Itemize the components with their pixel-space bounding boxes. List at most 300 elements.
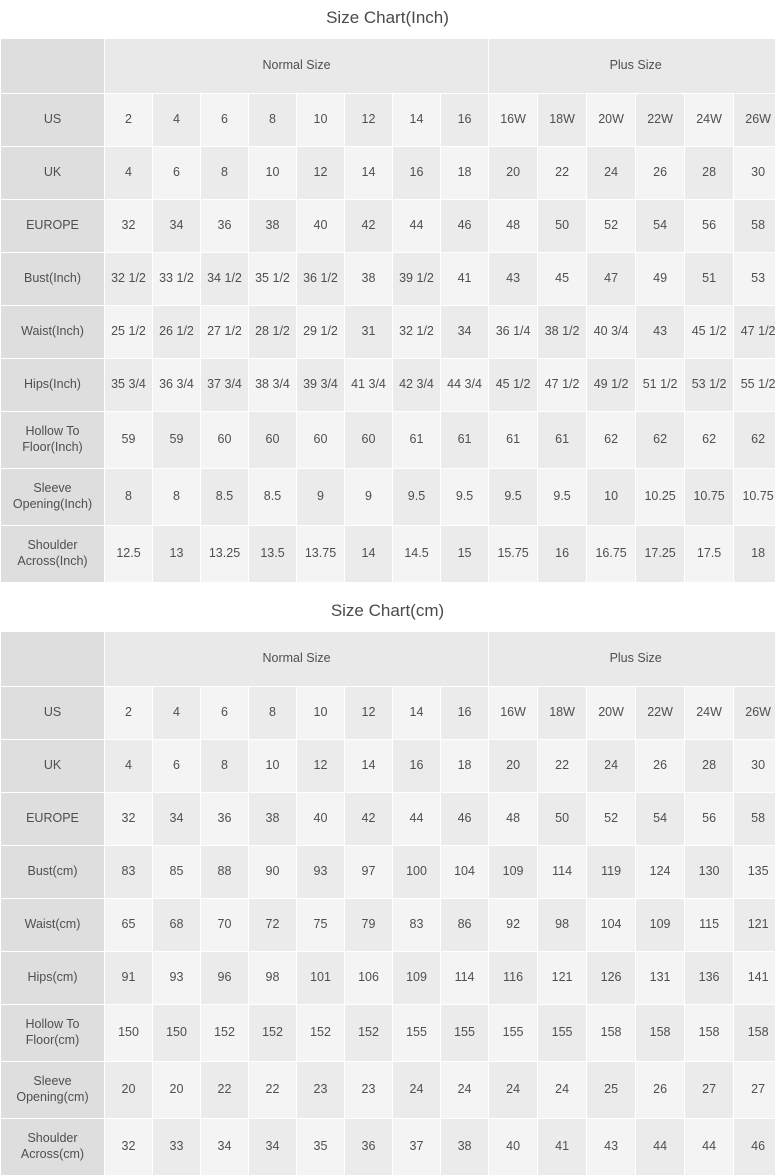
table-cell: 16 xyxy=(441,687,489,740)
table-cell: 12 xyxy=(297,147,345,200)
table-cell: 53 1/2 xyxy=(685,359,734,412)
table-cell: 9.5 xyxy=(441,469,489,526)
table-cell: 62 xyxy=(636,412,685,469)
table-cell: 61 xyxy=(489,412,538,469)
table-cell: 60 xyxy=(297,412,345,469)
table-cell: 31 xyxy=(345,306,393,359)
table-cell: 58 xyxy=(734,793,775,846)
table-cell: 22W xyxy=(636,94,685,147)
table-cell: 98 xyxy=(249,952,297,1005)
group-header-row xyxy=(1,39,775,94)
table-cell: 29 1/2 xyxy=(297,306,345,359)
table-cell: 8.5 xyxy=(249,469,297,526)
table-cell: 109 xyxy=(636,899,685,952)
table-cell: 38 1/2 xyxy=(538,306,587,359)
group-header-normal-size: Normal Size xyxy=(105,632,489,687)
table-cell: 44 xyxy=(636,1119,685,1176)
table-cell: 18 xyxy=(441,147,489,200)
row-header: US xyxy=(1,94,105,147)
table-cell: 20W xyxy=(587,687,636,740)
table-cell: 4 xyxy=(105,740,153,793)
table-cell: 22 xyxy=(538,147,587,200)
table-cell: 42 xyxy=(345,793,393,846)
table-cell: 36 xyxy=(345,1119,393,1176)
table-cell: 37 3/4 xyxy=(201,359,249,412)
table-cell: 158 xyxy=(636,1005,685,1062)
table-cell: 52 xyxy=(587,793,636,846)
table-cell: 8 xyxy=(249,687,297,740)
table-cell: 24 xyxy=(587,147,636,200)
table-cell: 56 xyxy=(685,200,734,253)
table-cell: 131 xyxy=(636,952,685,1005)
table-cell: 62 xyxy=(734,412,775,469)
table-cell: 38 xyxy=(441,1119,489,1176)
table-cell: 23 xyxy=(297,1062,345,1119)
table-cell: 116 xyxy=(489,952,538,1005)
table-cell: 12.5 xyxy=(105,526,153,583)
table-cell: 14 xyxy=(393,687,441,740)
table-cell: 44 xyxy=(393,200,441,253)
table-cell: 20 xyxy=(153,1062,201,1119)
table-cell: 2 xyxy=(105,94,153,147)
table-cell: 10.75 xyxy=(685,469,734,526)
size-chart-table xyxy=(0,38,775,583)
row-header: EUROPE xyxy=(1,793,105,846)
table-cell: 47 1/2 xyxy=(538,359,587,412)
row-header: Bust(Inch) xyxy=(1,253,105,306)
table-row xyxy=(1,94,775,147)
table-cell: 93 xyxy=(153,952,201,1005)
table-cell: 35 1/2 xyxy=(249,253,297,306)
table-cell: 60 xyxy=(345,412,393,469)
table-row xyxy=(1,306,775,359)
table-cell: 6 xyxy=(153,740,201,793)
table-cell: 36 1/2 xyxy=(297,253,345,306)
table-row xyxy=(1,359,775,412)
table-cell: 62 xyxy=(587,412,636,469)
table-cell: 98 xyxy=(538,899,587,952)
table-cell: 12 xyxy=(345,94,393,147)
table-cell: 8 xyxy=(201,740,249,793)
table-cell: 32 xyxy=(105,1119,153,1176)
table-cell: 50 xyxy=(538,793,587,846)
table-cell: 17.5 xyxy=(685,526,734,583)
table-cell: 16 xyxy=(393,147,441,200)
table-cell: 32 1/2 xyxy=(393,306,441,359)
table-cell: 13.75 xyxy=(297,526,345,583)
table-cell: 34 1/2 xyxy=(201,253,249,306)
row-header: UK xyxy=(1,740,105,793)
table-cell: 150 xyxy=(105,1005,153,1062)
table-row xyxy=(1,952,775,1005)
table-cell: 10 xyxy=(297,94,345,147)
table-cell: 50 xyxy=(538,200,587,253)
table-cell: 45 1/2 xyxy=(489,359,538,412)
table-cell: 24 xyxy=(587,740,636,793)
table-cell: 22W xyxy=(636,687,685,740)
table-cell: 27 xyxy=(685,1062,734,1119)
table-cell: 10.75 xyxy=(734,469,775,526)
table-cell: 126 xyxy=(587,952,636,1005)
table-cell: 109 xyxy=(393,952,441,1005)
table-cell: 34 xyxy=(249,1119,297,1176)
table-cell: 42 xyxy=(345,200,393,253)
table-cell: 141 xyxy=(734,952,775,1005)
row-header: Shoulder Across(cm) xyxy=(1,1119,105,1176)
table-cell: 49 1/2 xyxy=(587,359,636,412)
group-header-normal-size: Normal Size xyxy=(105,39,489,94)
table-cell: 24 xyxy=(538,1062,587,1119)
table-cell: 72 xyxy=(249,899,297,952)
table-cell: 68 xyxy=(153,899,201,952)
table-cell: 124 xyxy=(636,846,685,899)
group-header-plus-size: Plus Size xyxy=(489,632,775,687)
table-cell: 14 xyxy=(345,740,393,793)
table-cell: 34 xyxy=(153,793,201,846)
table-cell: 12 xyxy=(297,740,345,793)
table-cell: 4 xyxy=(153,687,201,740)
chart-title-band xyxy=(0,593,775,631)
table-cell: 39 3/4 xyxy=(297,359,345,412)
table-row xyxy=(1,740,775,793)
table-cell: 32 1/2 xyxy=(105,253,153,306)
row-header: US xyxy=(1,687,105,740)
table-cell: 15.75 xyxy=(489,526,538,583)
table-cell: 92 xyxy=(489,899,538,952)
row-header: UK xyxy=(1,147,105,200)
table-cell: 17.25 xyxy=(636,526,685,583)
table-cell: 26 xyxy=(636,740,685,793)
table-cell: 16 xyxy=(441,94,489,147)
table-cell: 60 xyxy=(249,412,297,469)
table-cell: 40 xyxy=(489,1119,538,1176)
row-header: EUROPE xyxy=(1,200,105,253)
table-cell: 47 xyxy=(587,253,636,306)
table-cell: 24 xyxy=(393,1062,441,1119)
table-cell: 25 1/2 xyxy=(105,306,153,359)
table-cell: 30 xyxy=(734,147,775,200)
table-cell: 46 xyxy=(734,1119,775,1176)
table-cell: 16 xyxy=(538,526,587,583)
row-header: Hollow To Floor(cm) xyxy=(1,1005,105,1062)
table-cell: 6 xyxy=(153,147,201,200)
table-cell: 46 xyxy=(441,200,489,253)
table-cell: 119 xyxy=(587,846,636,899)
table-cell: 8 xyxy=(201,147,249,200)
table-cell: 8.5 xyxy=(201,469,249,526)
table-cell: 43 xyxy=(489,253,538,306)
table-cell: 24W xyxy=(685,687,734,740)
table-cell: 8 xyxy=(249,94,297,147)
table-cell: 33 xyxy=(153,1119,201,1176)
section-spacer xyxy=(0,583,775,593)
table-cell: 36 3/4 xyxy=(153,359,201,412)
table-cell: 25 xyxy=(587,1062,636,1119)
table-cell: 26 1/2 xyxy=(153,306,201,359)
table-cell: 51 1/2 xyxy=(636,359,685,412)
table-cell: 43 xyxy=(587,1119,636,1176)
table-cell: 9.5 xyxy=(538,469,587,526)
table-cell: 18W xyxy=(538,687,587,740)
table-cell: 130 xyxy=(685,846,734,899)
table-cell: 38 xyxy=(249,200,297,253)
table-cell: 2 xyxy=(105,687,153,740)
table-row xyxy=(1,469,775,526)
table-cell: 44 3/4 xyxy=(441,359,489,412)
row-header: Shoulder Across(Inch) xyxy=(1,526,105,583)
table-cell: 61 xyxy=(393,412,441,469)
table-cell: 40 xyxy=(297,793,345,846)
table-cell: 104 xyxy=(441,846,489,899)
table-cell: 54 xyxy=(636,200,685,253)
table-cell: 45 1/2 xyxy=(685,306,734,359)
table-cell: 43 xyxy=(636,306,685,359)
table-cell: 22 xyxy=(201,1062,249,1119)
table-cell: 47 1/2 xyxy=(734,306,775,359)
row-header: Hollow To Floor(Inch) xyxy=(1,412,105,469)
table-cell: 36 1/4 xyxy=(489,306,538,359)
table-cell: 45 xyxy=(538,253,587,306)
table-cell: 26W xyxy=(734,687,775,740)
table-cell: 34 xyxy=(201,1119,249,1176)
table-cell: 86 xyxy=(441,899,489,952)
table-cell: 41 3/4 xyxy=(345,359,393,412)
table-cell: 152 xyxy=(297,1005,345,1062)
row-header: Waist(cm) xyxy=(1,899,105,952)
table-cell: 18W xyxy=(538,94,587,147)
table-cell: 106 xyxy=(345,952,393,1005)
table-cell: 26 xyxy=(636,147,685,200)
table-cell: 96 xyxy=(201,952,249,1005)
group-header-plus-size: Plus Size xyxy=(489,39,775,94)
table-row xyxy=(1,1005,775,1062)
table-cell: 65 xyxy=(105,899,153,952)
table-cell: 13.5 xyxy=(249,526,297,583)
table-cell: 20W xyxy=(587,94,636,147)
table-cell: 158 xyxy=(734,1005,775,1062)
table-cell: 55 1/2 xyxy=(734,359,775,412)
table-cell: 97 xyxy=(345,846,393,899)
table-cell: 6 xyxy=(201,687,249,740)
table-cell: 48 xyxy=(489,793,538,846)
table-cell: 35 xyxy=(297,1119,345,1176)
table-cell: 9 xyxy=(345,469,393,526)
table-cell: 93 xyxy=(297,846,345,899)
table-cell: 59 xyxy=(105,412,153,469)
row-header: Waist(Inch) xyxy=(1,306,105,359)
table-cell: 135 xyxy=(734,846,775,899)
table-cell: 38 xyxy=(249,793,297,846)
table-cell: 35 3/4 xyxy=(105,359,153,412)
table-cell: 53 xyxy=(734,253,775,306)
table-row xyxy=(1,899,775,952)
table-row xyxy=(1,793,775,846)
table-cell: 38 3/4 xyxy=(249,359,297,412)
table-cell: 4 xyxy=(153,94,201,147)
table-cell: 34 xyxy=(441,306,489,359)
table-cell: 10 xyxy=(249,147,297,200)
table-cell: 13.25 xyxy=(201,526,249,583)
table-cell: 22 xyxy=(538,740,587,793)
table-cell: 41 xyxy=(538,1119,587,1176)
table-cell: 36 xyxy=(201,793,249,846)
table-cell: 59 xyxy=(153,412,201,469)
table-cell: 155 xyxy=(441,1005,489,1062)
table-cell: 37 xyxy=(393,1119,441,1176)
table-cell: 26W xyxy=(734,94,775,147)
row-header: Hips(Inch) xyxy=(1,359,105,412)
table-cell: 24 xyxy=(441,1062,489,1119)
table-row xyxy=(1,253,775,306)
table-cell: 6 xyxy=(201,94,249,147)
table-cell: 40 xyxy=(297,200,345,253)
table-cell: 152 xyxy=(345,1005,393,1062)
table-cell: 34 xyxy=(153,200,201,253)
table-cell: 46 xyxy=(441,793,489,846)
table-cell: 70 xyxy=(201,899,249,952)
table-row xyxy=(1,412,775,469)
table-cell: 136 xyxy=(685,952,734,1005)
table-cell: 12 xyxy=(345,687,393,740)
table-cell: 158 xyxy=(685,1005,734,1062)
chart-title: Size Chart(cm) xyxy=(0,593,775,631)
table-cell: 14.5 xyxy=(393,526,441,583)
table-cell: 10 xyxy=(249,740,297,793)
table-cell: 83 xyxy=(393,899,441,952)
table-cell: 16W xyxy=(489,94,538,147)
table-cell: 14 xyxy=(393,94,441,147)
table-cell: 44 xyxy=(685,1119,734,1176)
table-cell: 10 xyxy=(297,687,345,740)
table-cell: 114 xyxy=(538,846,587,899)
table-cell: 10.25 xyxy=(636,469,685,526)
group-header-row xyxy=(1,632,775,687)
table-cell: 109 xyxy=(489,846,538,899)
table-cell: 14 xyxy=(345,147,393,200)
row-header: Sleeve Opening(Inch) xyxy=(1,469,105,526)
size-chart-table xyxy=(0,631,775,1176)
table-row xyxy=(1,1119,775,1176)
table-cell: 16 xyxy=(393,740,441,793)
table-cell: 9 xyxy=(297,469,345,526)
row-header: Sleeve Opening(cm) xyxy=(1,1062,105,1119)
table-row xyxy=(1,200,775,253)
table-cell: 22 xyxy=(249,1062,297,1119)
table-corner-cell xyxy=(1,39,105,94)
table-cell: 9.5 xyxy=(393,469,441,526)
table-cell: 54 xyxy=(636,793,685,846)
table-cell: 83 xyxy=(105,846,153,899)
table-cell: 88 xyxy=(201,846,249,899)
table-row xyxy=(1,147,775,200)
table-cell: 9.5 xyxy=(489,469,538,526)
table-cell: 158 xyxy=(587,1005,636,1062)
table-cell: 28 1/2 xyxy=(249,306,297,359)
table-cell: 79 xyxy=(345,899,393,952)
table-cell: 8 xyxy=(153,469,201,526)
table-cell: 150 xyxy=(153,1005,201,1062)
table-cell: 20 xyxy=(489,147,538,200)
table-row xyxy=(1,687,775,740)
table-cell: 90 xyxy=(249,846,297,899)
table-cell: 20 xyxy=(489,740,538,793)
table-cell: 10 xyxy=(587,469,636,526)
table-cell: 8 xyxy=(105,469,153,526)
table-cell: 52 xyxy=(587,200,636,253)
table-cell: 51 xyxy=(685,253,734,306)
table-cell: 15 xyxy=(441,526,489,583)
table-cell: 104 xyxy=(587,899,636,952)
table-cell: 44 xyxy=(393,793,441,846)
table-cell: 16W xyxy=(489,687,538,740)
table-cell: 14 xyxy=(345,526,393,583)
table-corner-cell xyxy=(1,632,105,687)
table-cell: 36 xyxy=(201,200,249,253)
row-header: Hips(cm) xyxy=(1,952,105,1005)
table-cell: 155 xyxy=(489,1005,538,1062)
table-row xyxy=(1,526,775,583)
table-cell: 16.75 xyxy=(587,526,636,583)
table-cell: 155 xyxy=(393,1005,441,1062)
table-cell: 62 xyxy=(685,412,734,469)
table-cell: 152 xyxy=(201,1005,249,1062)
table-cell: 24 xyxy=(489,1062,538,1119)
table-cell: 49 xyxy=(636,253,685,306)
table-cell: 18 xyxy=(441,740,489,793)
table-row xyxy=(1,1062,775,1119)
table-cell: 58 xyxy=(734,200,775,253)
table-cell: 30 xyxy=(734,740,775,793)
table-cell: 32 xyxy=(105,793,153,846)
table-cell: 28 xyxy=(685,147,734,200)
table-cell: 4 xyxy=(105,147,153,200)
table-cell: 121 xyxy=(538,952,587,1005)
table-cell: 61 xyxy=(538,412,587,469)
table-cell: 28 xyxy=(685,740,734,793)
table-cell: 13 xyxy=(153,526,201,583)
table-cell: 27 1/2 xyxy=(201,306,249,359)
table-cell: 100 xyxy=(393,846,441,899)
table-cell: 91 xyxy=(105,952,153,1005)
table-cell: 48 xyxy=(489,200,538,253)
table-cell: 27 xyxy=(734,1062,775,1119)
table-cell: 121 xyxy=(734,899,775,952)
table-cell: 114 xyxy=(441,952,489,1005)
table-cell: 85 xyxy=(153,846,201,899)
table-cell: 24W xyxy=(685,94,734,147)
table-cell: 38 xyxy=(345,253,393,306)
table-cell: 41 xyxy=(441,253,489,306)
table-cell: 23 xyxy=(345,1062,393,1119)
table-cell: 33 1/2 xyxy=(153,253,201,306)
chart-title: Size Chart(Inch) xyxy=(0,0,775,38)
table-cell: 75 xyxy=(297,899,345,952)
table-cell: 39 1/2 xyxy=(393,253,441,306)
chart-title-band xyxy=(0,0,775,38)
table-cell: 60 xyxy=(201,412,249,469)
table-cell: 40 3/4 xyxy=(587,306,636,359)
table-cell: 26 xyxy=(636,1062,685,1119)
table-row xyxy=(1,846,775,899)
table-cell: 42 3/4 xyxy=(393,359,441,412)
table-cell: 18 xyxy=(734,526,775,583)
table-cell: 115 xyxy=(685,899,734,952)
row-header: Bust(cm) xyxy=(1,846,105,899)
table-cell: 155 xyxy=(538,1005,587,1062)
table-cell: 20 xyxy=(105,1062,153,1119)
table-cell: 152 xyxy=(249,1005,297,1062)
table-cell: 56 xyxy=(685,793,734,846)
